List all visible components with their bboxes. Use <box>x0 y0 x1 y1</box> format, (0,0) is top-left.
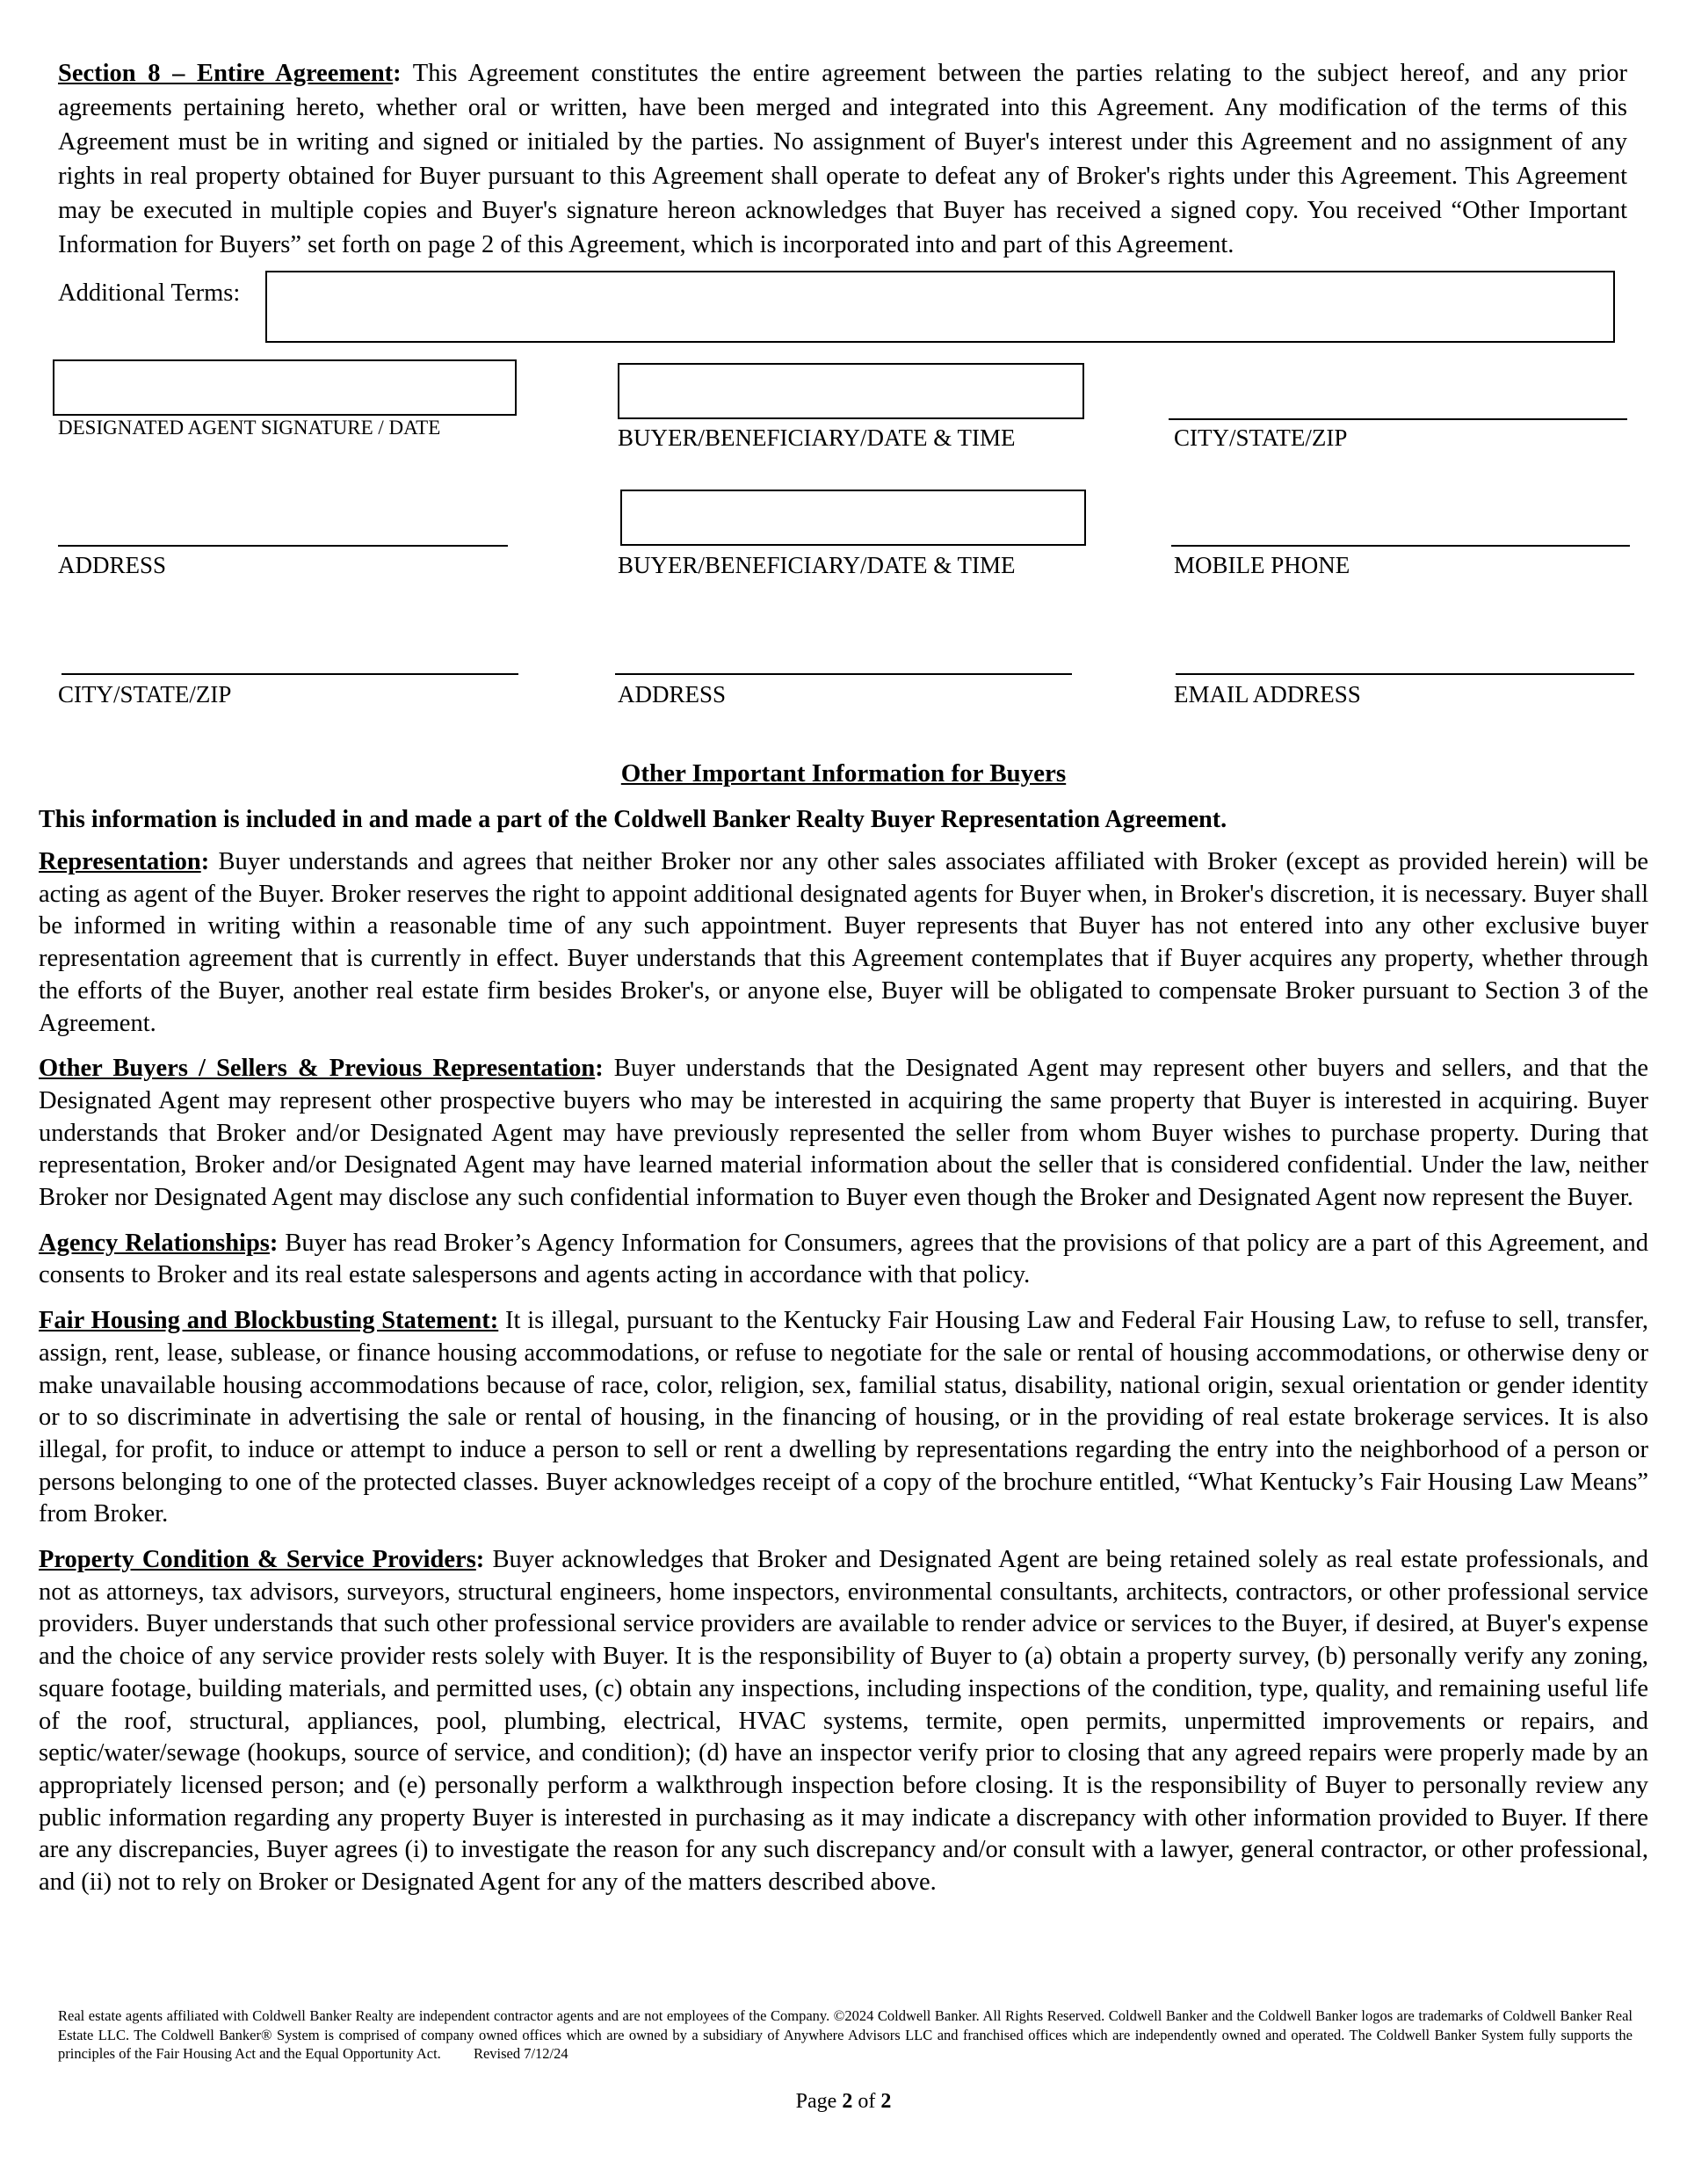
mobile-phone-label: MOBILE PHONE <box>1174 552 1350 578</box>
representation-paragraph <box>39 846 1648 1040</box>
footer-revised: Revised 7/12/24 <box>473 2045 568 2062</box>
other-buyers-colon: : <box>595 1055 604 1083</box>
page-current: 2 <box>842 2090 853 2113</box>
section-8-heading: Section 8 – Entire Agreement <box>58 60 394 87</box>
additional-terms-label: Additional Terms: <box>58 279 241 307</box>
other-info-intro: This information is included in and made a part of the Coldwell Banker Realty Buyer Representation Agreement. <box>39 806 1227 833</box>
agency-relationships-paragraph <box>39 1228 1648 1292</box>
other-info-title: Other Important Information for Buyers <box>620 759 1067 787</box>
other-buyers-heading: Other Buyers / Sellers & Previous Representation <box>39 1055 596 1083</box>
page-total: 2 <box>880 2090 892 2113</box>
other-buyers-body: Buyer understands that the Designated Agent may represent other buyers and sellers, and that the Designated Agent may represent other prospective buyers who may be interested in acquiring the same property that Buyer is interested in acquiring. Buyer understands that Broker and/or Designated Agent may have previously represented the seller from whom Buyer wishes to purchase property. During that representation, Broker and/or Designated Agent may have learned material information about the seller that is considered confidential. Under the law, neither Broker nor Designated Agent may disclose any such confidential information to Buyer even though the Broker and Designated Agent now represent the Buyer. <box>39 1055 1648 1212</box>
footer-disclaimer <box>58 2006 1633 2064</box>
city-state-zip-2-line[interactable] <box>62 673 518 675</box>
property-condition-body: Buyer acknowledges that Broker and Designated Agent are being retained solely as real estate professionals, and not as attorneys, tax advisors, surveyors, structural engineers, home inspectors, environmental consultants, architects, contractors, or other professional service providers. Buyer understands that such other professional service providers are available to render advice or services to the Buyer, if desired, at Buyer's expense and the choice of any service provider rests solely with Buyer. It is the responsibility of Buyer to (a) obtain a property survey, (b) personally verify any zoning, square footage, building materials, and permitted uses, (c) obtain any inspections, including inspections of the condition, type, quality, and remaining useful life of the roof, structural, appliances, pool, plumbing, electrical, HVAC systems, termite, open permits, unpermitted improvements or repairs, and septic/water/sewage (hookups, source of service, and condition); (d) have an inspector verify prior to closing that any agreed repairs were properly made by an appropriately licensed person; and (e) personally perform a walkthrough inspection before closing. It is the responsibility of Buyer to personally review any public information regarding any property Buyer is interested in purchasing as it may indicate a discrepancy with other information provided to Buyer. If there are any discrepancies, Buyer agrees (i) to investigate the reason for any such discrepancy and/or consult with a lawyer, general contractor, or other professional, and (ii) not to rely on Broker or Designated Agent for any of the matters described above. <box>39 1546 1648 1897</box>
section-8-body: This Agreement constitutes the entire agreement between the parties relating to the subject hereof, and any prior agreements pertaining hereto, whether oral or written, have been merged and integrated into this Agreement. Any modification of the terms of this Agreement must be in writing and signed or initialed by the parties. No assignment of Buyer's interest under this Agreement and no assignment of any rights in real property obtained for Buyer pursuant to this Agreement shall operate to defeat any of Broker's rights under this Agreement. This Agreement may be executed in multiple copies and Buyer's signature hereon acknowledges that Buyer has received a signed copy. You received “Other Important Information for Buyers” set forth on page 2 of this Agreement, which is incorporated into and part of this Agreement. <box>58 60 1627 258</box>
page-prefix: Page <box>795 2090 843 2113</box>
representation-colon: : <box>200 848 210 875</box>
city-state-zip-1-line[interactable] <box>1169 418 1627 420</box>
agency-relationships-colon: : <box>269 1229 279 1257</box>
address-1-line[interactable] <box>58 545 508 547</box>
section-8-paragraph <box>58 56 1627 262</box>
agency-relationships-heading: Agency Relationships <box>39 1229 270 1257</box>
city-state-zip-1-label: CITY/STATE/ZIP <box>1174 424 1348 451</box>
designated-agent-signature-field[interactable] <box>53 359 517 416</box>
footer-text: Real estate agents affiliated with Coldwell Banker Realty are independent contractor agents and are not employees of the Company. ©2024 Coldwell Banker. All Rights Reserved. Coldwell Banker and the Coldwell Banker logos are trademarks of Coldwell Banker Real Estate LLC. The Coldwell Banker® System is comprised of company owned offices which are owned by a subsidiary of Anywhere Advisors LLC and franchised offices which are independently owned and operated. The Coldwell Banker System fully supports the principles of the Fair Housing Act and the Equal Opportunity Act. <box>58 2007 1633 2062</box>
email-address-label: EMAIL ADDRESS <box>1174 681 1361 707</box>
property-condition-paragraph <box>39 1544 1648 1899</box>
property-condition-colon: : <box>475 1546 485 1574</box>
representation-heading: Representation <box>39 848 201 875</box>
section-8-colon: : <box>393 60 402 87</box>
buyer-2-label: BUYER/BENEFICIARY/DATE & TIME <box>618 552 1016 578</box>
other-info-body <box>39 846 1648 1912</box>
fair-housing-paragraph <box>39 1305 1648 1531</box>
address-2-line[interactable] <box>615 673 1072 675</box>
designated-agent-signature-label: DESIGNATED AGENT SIGNATURE / DATE <box>58 417 441 439</box>
email-address-line[interactable] <box>1176 673 1634 675</box>
property-condition-heading: Property Condition & Service Providers <box>39 1546 476 1574</box>
additional-terms-field[interactable] <box>265 271 1615 343</box>
other-buyers-paragraph <box>39 1053 1648 1215</box>
page-middle: of <box>852 2090 881 2113</box>
agency-relationships-body: Buyer has read Broker’s Agency Information for Consumers, agrees that the provisions of that policy are a part of this Agreement, and consents to Broker and its real estate salespersons and agents acting in accordance with that policy. <box>39 1229 1648 1289</box>
page-number <box>0 2090 1687 2114</box>
address-1-label: ADDRESS <box>58 552 167 578</box>
buyer-1-label: BUYER/BENEFICIARY/DATE & TIME <box>618 424 1016 451</box>
mobile-phone-line[interactable] <box>1171 545 1630 547</box>
address-2-label: ADDRESS <box>618 681 727 707</box>
fair-housing-body: It is illegal, pursuant to the Kentucky Fair Housing Law and Federal Fair Housing Law, to refuse to sell, transfer, assign, rent, lease, sublease, or finance housing accommodations, or refuse to negotiate for the sale or rental of housing accommodations, or otherwise deny or make unavailable housing accommodations because of race, color, religion, sex, familial status, disability, national origin, sexual orientation or gender identity or to so discriminate in advertising the sale or rental of housing, in the financing of housing, or in the providing of real estate brokerage services. It is also illegal, for profit, to induce or attempt to induce a person to sell or rent a dwelling by representations regarding the entry into the neighborhood of a person or persons belonging to one of the protected classes. Buyer acknowledges receipt of a copy of the brochure entitled, “What Kentucky’s Fair Housing Law Means” from Broker. <box>39 1307 1648 1528</box>
fair-housing-heading: Fair Housing and Blockbusting Statement: <box>39 1307 499 1335</box>
city-state-zip-2-label: CITY/STATE/ZIP <box>58 681 232 707</box>
representation-body: Buyer understands and agrees that neither Broker nor any other sales associates affiliated with Broker (except as provided herein) will be acting as agent of the Buyer. Broker reserves the right to appoint additional designated agents for Buyer when, in Broker's discretion, it is necessary. Buyer shall be informed in writing within a reasonable time of any such appointment. Buyer represents that Buyer has not entered into any other exclusive buyer representation agreement that is currently in effect. Buyer understands that this Agreement contemplates that if Buyer acquires any property, whether through the efforts of the Buyer, another real estate firm besides Broker's, or anyone else, Buyer will be obligated to compensate Broker pursuant to Section 3 of the Agreement. <box>39 848 1648 1037</box>
buyer-2-signature-field[interactable] <box>620 490 1086 546</box>
buyer-1-signature-field[interactable] <box>618 363 1084 419</box>
